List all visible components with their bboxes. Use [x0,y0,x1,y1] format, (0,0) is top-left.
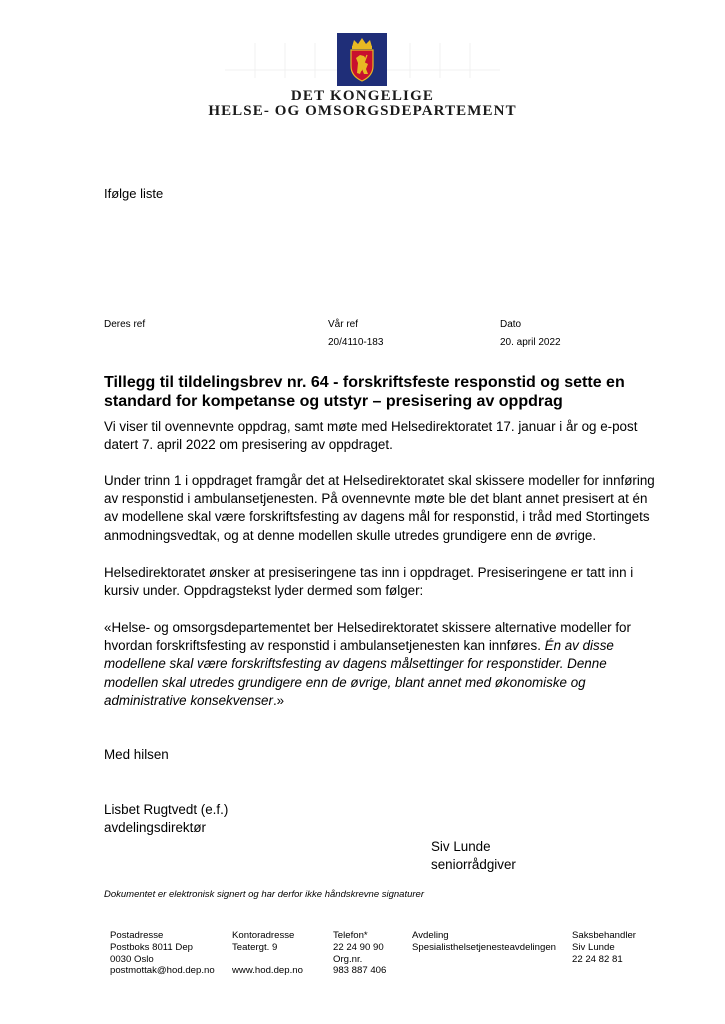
coat-of-arms-logo [337,33,387,86]
var-ref-value: 20/4110-183 [328,337,384,348]
recipient: Ifølge liste [104,186,164,201]
date-label: Dato [500,319,522,330]
date-value: 20. april 2022 [500,337,561,348]
footer-department [412,930,556,954]
footer-phone [333,930,386,977]
lion-crest-icon [337,33,387,86]
quote-end-text: .» [272,692,285,708]
footer-case-officer-phone: 22 24 82 81 [572,953,623,965]
var-ref-label: Vår ref [328,319,359,330]
quoted-assignment-text [104,619,664,710]
footer-office-blank [232,954,303,966]
signer1-name: Lisbet Rugtvedt (e.f.) [104,802,229,817]
ministry-name-line1: DET KONGELIGE [290,88,435,104]
footer-postal-city: 0030 Oslo [110,953,154,965]
footer-case-officer-name: Siv Lunde [572,941,615,953]
body-paragraph-2: Under trinn 1 i oppdraget framgår det at Helsedirektoratet skal skissere modeller for innføring av responstid i ambulansetjenesten. På ovennevnte møte ble det blant annet presisert at én av modellene skal være forskriftsfesting av dagens mål for responstid, i tråd med Stortingets anmodningsvedtak, og at denne modellen skulle utredes grundigere enn de øvrige. [104,473,655,543]
signer2-name: Siv Lunde [431,839,491,854]
body-paragraph-1: Vi viser til ovennevnte oppdrag, samt møte med Helsedirektoratet 17. januar i år og e-post datert 7. april 2022 om presisering av oppdraget. [104,419,638,453]
footer-department-name: Spesialisthelsetjenesteavdelingen [412,941,557,953]
footer-postal-address [110,930,215,977]
quote-italic-text: Én av disse modellene skal være forskriftsfesting av dagens målsettinger for responstider. Denne modellen skal utredes grundigere enn de øvrige, blant annet med økonomiske og administrative konsekvenser [104,638,614,708]
greeting: Med hilsen [104,747,169,762]
deres-ref-label: Deres ref [104,319,146,330]
letter-subject: Tillegg til tildelingsbrev nr. 64 - forskriftsfeste responstid og sette en standard for kompetanse og utstyr – presisering av oppdrag [104,374,625,410]
signature-note: Dokumentet er elektronisk signert og har derfor ikke håndskrevne signaturer [104,889,424,900]
footer-phone-label: Telefon* [333,930,368,941]
footer-postal-label: Postadresse [110,930,164,941]
quote-regular-text: «Helse- og omsorgsdepartementet ber Helsedirektoratet skissere alternative modeller for hvordan forskriftsfesting av responstid i ambulansetjenesten kan innføres. [104,620,631,654]
footer-office-street: Teatergt. 9 [232,941,278,953]
footer-email-link[interactable]: postmottak@hod.dep.no [110,965,215,977]
signer1-title: avdelingsdirektør [104,820,206,835]
ministry-name-line2: HELSE- OG OMSORGSDEPARTEMENT [208,103,517,119]
footer-case-officer-label: Saksbehandler [572,930,637,941]
footer-website-link[interactable]: www.hod.dep.no [232,965,303,977]
footer-office-label: Kontoradresse [232,930,295,941]
signer2-title: seniorrådgiver [431,857,516,872]
footer-orgnr-label: Org.nr. [333,953,363,965]
body-paragraph-3: Helsedirektoratet ønsker at presiseringene tas inn i oppdraget. Presiseringene er tatt inn i kursiv under. Oppdragstekst lyder dermed som følger: [104,565,634,599]
footer-phone-number: 22 24 90 90 [333,941,384,953]
footer-case-officer [572,930,636,965]
footer-department-label: Avdeling [412,930,449,941]
footer-postal-box: Postboks 8011 Dep [110,941,194,953]
footer-office-address [232,930,303,977]
footer-orgnr-value: 983 887 406 [333,965,387,977]
